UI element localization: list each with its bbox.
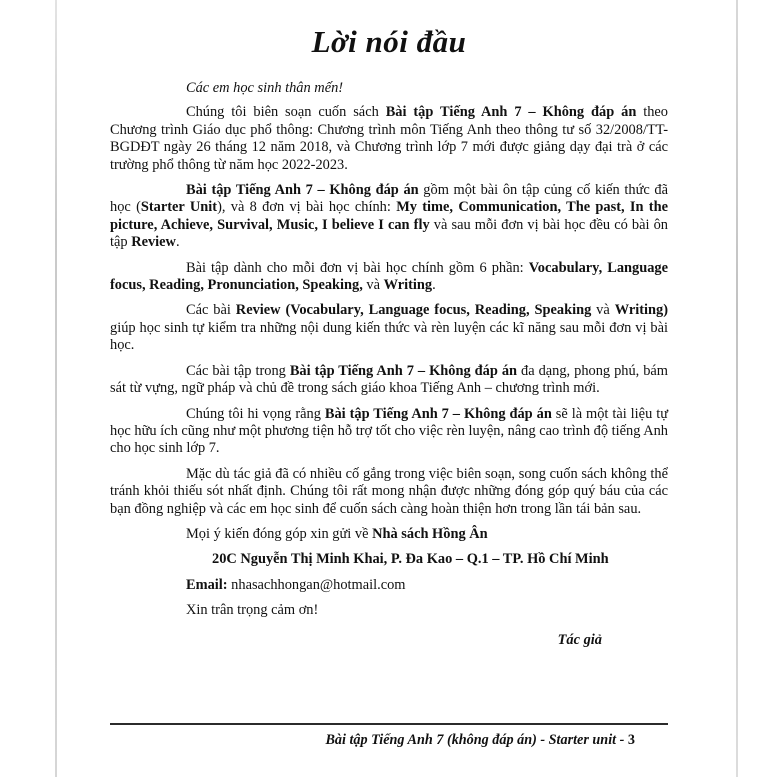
review-paragraph (110, 302, 668, 354)
text-run: Writing) (614, 302, 668, 319)
text-run: Review (131, 234, 176, 251)
text-run: Các bài (186, 302, 236, 319)
text-run: Writing (383, 277, 433, 294)
text-run: Nhà sách Hồng Ân (372, 525, 488, 542)
text-run: và sau mỗi đơn vị bài học đều có bài ôn tập (110, 216, 668, 251)
text-run: Review (Vocabulary, Language focus, Reading, Speaking (235, 302, 592, 319)
page-edge-right (736, 0, 738, 777)
text-run: Bài tập Tiếng Anh 7 – Không đáp án (324, 405, 552, 422)
signature (110, 632, 668, 649)
email-line (110, 577, 668, 594)
intro-paragraph (110, 104, 668, 174)
text-run: nhasachhongan@hotmail.com (231, 576, 406, 593)
text-run: Bài tập Tiếng Anh 7 – Không đáp án (186, 182, 419, 199)
text-run: Mọi ý kiến đóng góp xin gửi về (186, 525, 373, 542)
text-run: Tác giả (557, 631, 602, 648)
text-run: và (591, 302, 615, 319)
text-run: Bài tập dành cho mỗi đơn vị bài học chính gồm 6 phần: (186, 259, 529, 276)
text-run: Bài tập Tiếng Anh 7 – Không đáp án (289, 362, 518, 379)
text-run: sẽ là một tài liệu tự học hữu ích cũng như một phương tiện hỗ trợ tốt cho việc rèn luyện, nâng cao trình độ tiếng Anh cho học sinh lớp 7. (110, 405, 669, 457)
feedback-paragraph (110, 526, 668, 543)
text-run: Email: (186, 576, 232, 593)
text-run: theo Chương trình Giáo dục phổ thông: Chương trình môn Tiếng Anh theo thông tư số 32/2008/TT-BGDĐT ngày 26 tháng 12 năm 2018, và Chương trình lớp 7 mới được giảng dạy đại trà ở các trường phổ thông từ năm học 2022-2023. (110, 104, 669, 173)
text-run: giúp học sinh tự kiểm tra những nội dung kiến thức và rèn luyện các kĩ năng sau mỗi đơn vị bài học. (110, 319, 668, 354)
text-run: Các bài tập trong (186, 362, 290, 379)
text-run: . (175, 234, 180, 251)
text-run: Xin trân trọng cảm ơn! (186, 602, 319, 619)
page-footer (110, 723, 668, 749)
text-run: 20C Nguyễn Thị Minh Khai, P. Đa Kao – Q.1 – TP. Hồ Chí Minh (212, 551, 609, 568)
text-run: Các em học sinh thân mến! (186, 80, 344, 96)
text-run: Bài tập Tiếng Anh 7 (không đáp án) - Starter unit - (325, 732, 628, 748)
contents-paragraph (110, 182, 668, 252)
text-run: ), và 8 đơn vị bài học chính: (217, 199, 397, 216)
text-run: My time, Communication, The past, In the picture, Achieve, Survival, Music, I believe I can fly (110, 199, 668, 233)
text-run: 3 (627, 732, 635, 748)
text-run: Vocabulary, Language focus, Reading, Pronunciation, Speaking, (110, 259, 669, 294)
text-run: Mặc dù tác giả đã có nhiều cố gắng trong việc biên soạn, song cuốn sách không thể tránh khỏi thiếu sót nhất định. Chúng tôi rất mong nhận được những đóng góp quý báu của các bạn đồng nghiệp và các em học sinh để cuốn sách càng hoàn thiện hơn trong lần tái bản sau. (110, 465, 668, 517)
greeting-paragraph (110, 80, 668, 97)
page-title: Lời nói đầu (311, 24, 467, 59)
preface-body (110, 80, 668, 649)
address-line (110, 551, 668, 568)
text-run: gồm một bài ôn tập củng cố kiến thức đã học ( (110, 182, 668, 216)
variety-paragraph (110, 363, 668, 398)
text-run: Starter Unit (140, 199, 218, 216)
page-edge-left (55, 0, 57, 777)
text-run: và (362, 277, 384, 294)
apology-paragraph (110, 466, 668, 518)
hope-paragraph (110, 406, 668, 458)
text-run: Bài tập Tiếng Anh 7 – Không đáp án (385, 104, 637, 121)
footer-text (110, 732, 668, 749)
text-run: đa dạng, phong phú, bám sát từ vựng, ngữ pháp và chủ đề trong sách giáo khoa Tiếng Anh – chương trình mới. (110, 362, 669, 397)
text-run: Chúng tôi hi vọng rằng (186, 405, 325, 422)
sections-paragraph (110, 260, 668, 295)
preface-content (110, 24, 668, 657)
text-run: . (432, 277, 436, 294)
text-run: Chúng tôi biên soạn cuốn sách (186, 104, 386, 121)
thanks-line (110, 602, 668, 619)
